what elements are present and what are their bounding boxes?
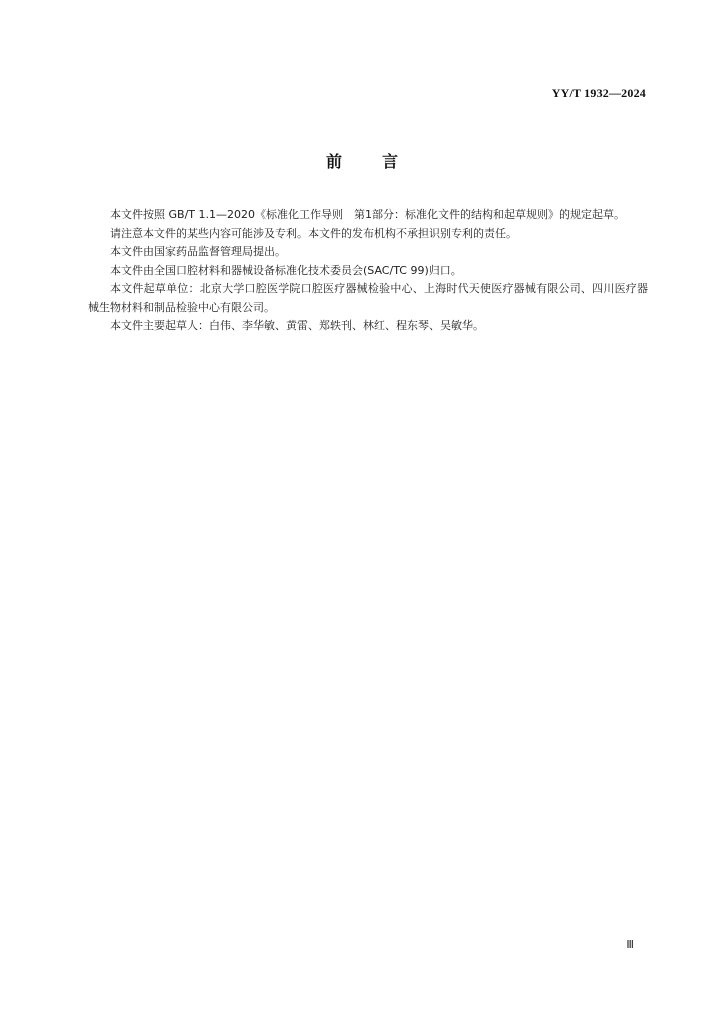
page-title bbox=[0, 149, 724, 172]
page-number: Ⅲ bbox=[626, 939, 634, 951]
title-char-2: 言 bbox=[382, 152, 399, 171]
paragraph-drafting-units: 本文件起草单位：北京大学口腔医学院口腔医疗器械检验中心、上海时代天使医疗器械有限公司、四川医疗器械生物材料和制品检验中心有限公司。 bbox=[88, 282, 648, 314]
paragraph-patent-notice: 请注意本文件的某些内容可能涉及专利。本文件的发布机构不承担识别专利的责任。 bbox=[110, 226, 517, 240]
foreword-body bbox=[88, 206, 648, 336]
paragraph-main-drafters: 本文件主要起草人：白伟、李华敏、黄雷、郑轶刊、林红、程东琴、吴敏华。 bbox=[110, 319, 484, 332]
title-char-1: 前 bbox=[325, 152, 342, 171]
paragraph-technical-committee: 本文件由全国口腔材料和器械设备标准化技术委员会(SAC/TC 99)归口。 bbox=[110, 263, 462, 277]
paragraph-drafting-rules: 本文件按照 GB/T 1.1—2020《标准化工作导则 第1部分：标准化文件的结构和起草规则》的规定起草。 bbox=[110, 208, 625, 221]
paragraph-proposer: 本文件由国家药品监督管理局提出。 bbox=[110, 245, 286, 258]
standard-code: YY/T 1932—2024 bbox=[551, 86, 646, 100]
